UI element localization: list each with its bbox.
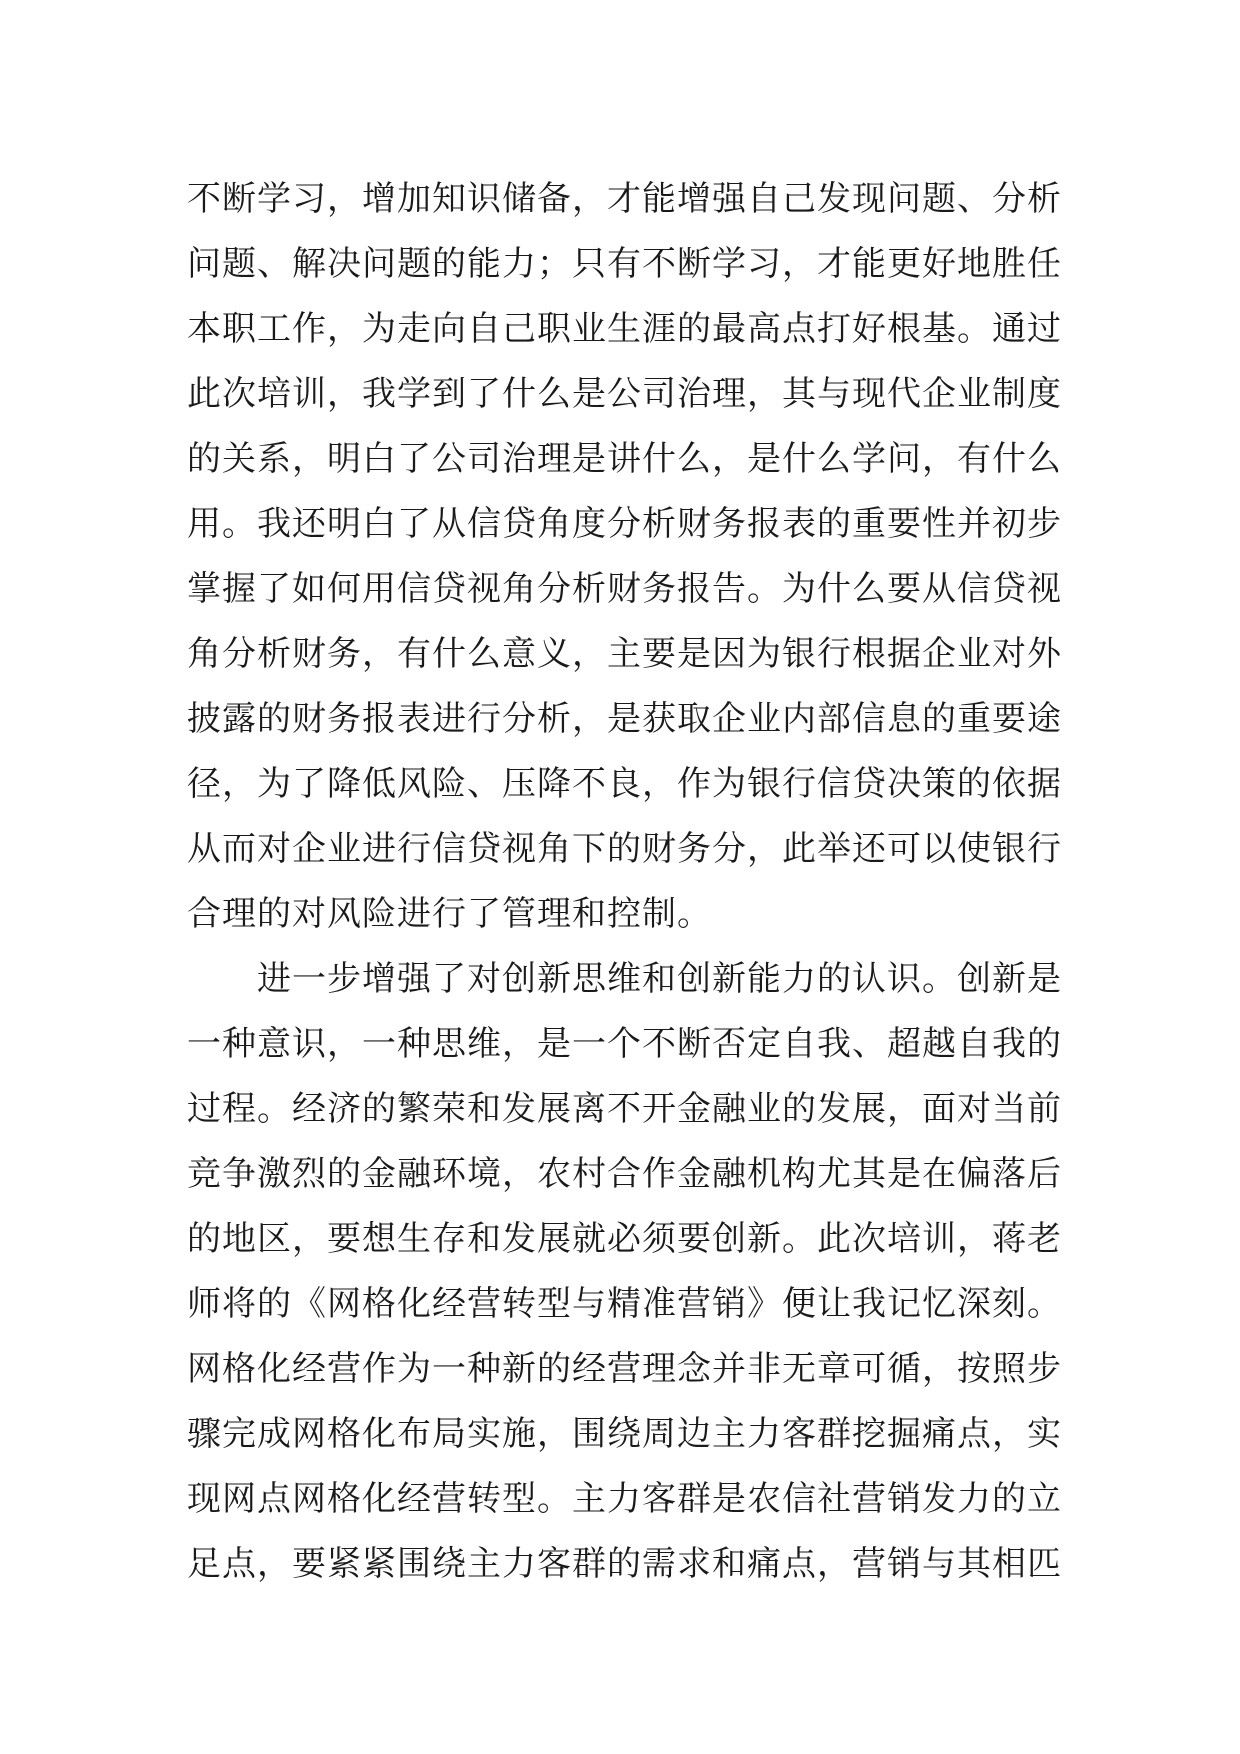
text-line: 从而对企业进行信贷视角下的财务分，此举还可以使银行 [187, 829, 1062, 869]
text-line: 足点，要紧紧围绕主力客群的需求和痛点，营销与其相匹 [187, 1544, 1062, 1584]
text-line: 竞争激烈的金融环境，农村合作金融机构尤其是在偏落后 [187, 1154, 1062, 1194]
text-line: 网格化经营作为一种新的经营理念并非无章可循，按照步 [187, 1349, 1062, 1389]
text-line: 合理的对风险进行了管理和控制。 [187, 894, 712, 934]
text-line: 角分析财务，有什么意义，主要是因为银行根据企业对外 [187, 634, 1062, 674]
body-text [187, 167, 1067, 1597]
text-line: 径，为了降低风险、压降不良，作为银行信贷决策的依据 [187, 764, 1062, 804]
text-line: 此次培训，我学到了什么是公司治理，其与现代企业制度 [187, 374, 1062, 414]
text-line: 掌握了如何用信贷视角分析财务报告。为什么要从信贷视 [187, 569, 1062, 609]
paragraph-first-line: 进一步增强了对创新思维和创新能力的认识。创新是 [257, 959, 1062, 999]
text-line: 过程。经济的繁荣和发展离不开金融业的发展，面对当前 [187, 1089, 1062, 1129]
text-line: 不断学习，增加知识储备，才能增强自己发现问题、分析 [187, 179, 1062, 219]
text-line: 问题、解决问题的能力；只有不断学习，才能更好地胜任 [187, 244, 1062, 284]
text-line: 一种意识，一种思维，是一个不断否定自我、超越自我的 [187, 1024, 1062, 1064]
text-line: 师将的《网格化经营转型与精准营销》便让我记忆深刻。 [187, 1284, 1062, 1324]
text-line: 骤完成网格化布局实施，围绕周边主力客群挖掘痛点，实 [187, 1414, 1062, 1454]
text-line: 现网点网格化经营转型。主力客群是农信社营销发力的立 [187, 1479, 1062, 1519]
text-line: 披露的财务报表进行分析，是获取企业内部信息的重要途 [187, 699, 1062, 739]
text-line: 的地区，要想生存和发展就必须要创新。此次培训，蒋老 [187, 1219, 1062, 1259]
text-line: 用。我还明白了从信贷角度分析财务报表的重要性并初步 [187, 504, 1062, 544]
text-line: 本职工作，为走向自己职业生涯的最高点打好根基。通过 [187, 309, 1062, 349]
text-line: 的关系，明白了公司治理是讲什么，是什么学问，有什么 [187, 439, 1062, 479]
